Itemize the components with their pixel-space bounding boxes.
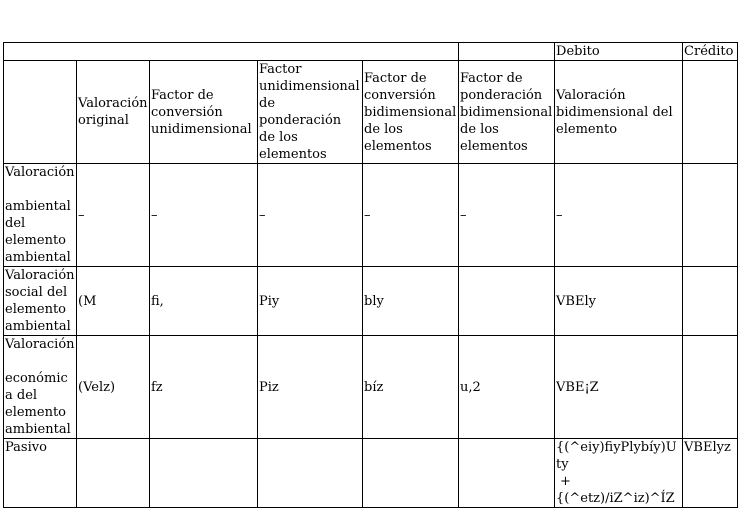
cell-pasivo-credito: VBElyz — [683, 439, 738, 508]
table-row — [4, 439, 738, 508]
cell-pasivo-empty-2 — [150, 439, 258, 508]
valuation-table — [3, 42, 738, 508]
cell-economica-pond-bi: u,2 — [459, 336, 555, 439]
debito-header: Debito — [555, 43, 683, 61]
table-row — [4, 267, 738, 336]
top-blank-cell-2 — [459, 43, 555, 61]
cell-economica-factor-bi: bíz — [363, 336, 459, 439]
header-valoracion-original: Valoración original — [77, 61, 150, 164]
header-factor-ponderacion-bidimensional: Factor de ponderación bidimensional de los elementos — [459, 61, 555, 164]
header-valoracion-bidimensional: Valoración bidimensional del elemento — [555, 61, 683, 164]
cell-social-pond-uni: Piy — [258, 267, 363, 336]
header-empty-credito — [683, 61, 738, 164]
cell-social-factor-uni: fi, — [150, 267, 258, 336]
row-label-pasivo: Pasivo — [4, 439, 77, 508]
cell-ambiental-pond-bi: – — [459, 164, 555, 267]
pasivo-formula-line3: {(^etz)/iZ^iz)^ÍZ — [556, 491, 675, 506]
header-factor-conversion-bidimensional: Factor de conversión bidimensional de los elementos — [363, 61, 459, 164]
cell-pasivo-debito-formula — [555, 439, 683, 508]
cell-social-credito — [683, 267, 738, 336]
empty-corner-cell — [4, 61, 77, 164]
cell-social-pond-bi — [459, 267, 555, 336]
row-label-ambiental-line1: Valoración — [5, 165, 75, 180]
cell-economica-credito — [683, 336, 738, 439]
cell-economica-valoracion: (Velz) — [77, 336, 150, 439]
column-header-row — [4, 61, 738, 164]
cell-pasivo-empty-3 — [258, 439, 363, 508]
credito-header: Crédito — [683, 43, 738, 61]
cell-social-valoracion-bi: VBEly — [555, 267, 683, 336]
cell-ambiental-valoracion: – — [77, 164, 150, 267]
top-blank-cell — [4, 43, 459, 61]
cell-pasivo-empty-1 — [77, 439, 150, 508]
cell-ambiental-credito — [683, 164, 738, 267]
cell-economica-pond-uni: Piz — [258, 336, 363, 439]
header-factor-conversion-unidimensional: Factor de conversión unidimensional — [150, 61, 258, 164]
row-label-economica — [4, 336, 77, 439]
table-row — [4, 336, 738, 439]
pasivo-formula-line1: {(^eiy)fiyPlybíy)Uty — [556, 440, 677, 472]
row-label-economica-line1: Valoración — [5, 337, 75, 352]
cell-social-valoracion: (M — [77, 267, 150, 336]
cell-ambiental-factor-bi: – — [363, 164, 459, 267]
row-label-ambiental-rest: ambiental del elemento ambiental — [5, 199, 71, 265]
table-row — [4, 164, 738, 267]
cell-ambiental-pond-uni: – — [258, 164, 363, 267]
row-label-ambiental — [4, 164, 77, 267]
top-header-row — [4, 43, 738, 61]
cell-economica-valoracion-bi: VBE¡Z — [555, 336, 683, 439]
cell-ambiental-factor-uni: – — [150, 164, 258, 267]
row-label-economica-rest: económica del elemento ambiental — [5, 371, 71, 437]
cell-social-factor-bi: bly — [363, 267, 459, 336]
row-label-social: Valoración social del elemento ambiental — [5, 268, 75, 334]
cell-pasivo-empty-5 — [459, 439, 555, 508]
cell-economica-factor-uni: fz — [150, 336, 258, 439]
pasivo-formula-plus: + — [560, 474, 571, 489]
cell-ambiental-valoracion-bi: – — [555, 164, 683, 267]
header-factor-unidimensional-ponderacion: Factor unidimensional de ponderación de los elementos — [258, 61, 363, 164]
cell-pasivo-empty-4 — [363, 439, 459, 508]
